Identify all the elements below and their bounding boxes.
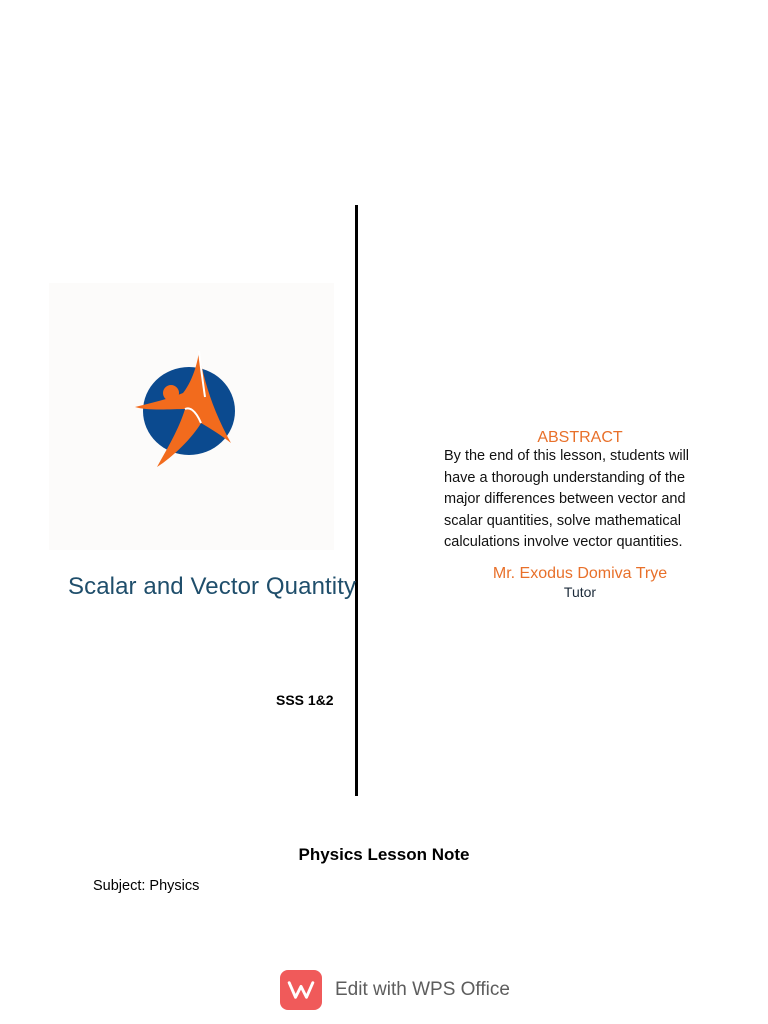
abstract-text: By the end of this lesson, students will have a thorough understanding of the major differences between vector and scalar quantities, solve mathematical calculations involve vector quantities. [444, 448, 690, 550]
edit-with-wps-button[interactable] [280, 969, 510, 1011]
student-figure-logo-icon [133, 349, 239, 475]
author-role: Tutor [563, 584, 597, 600]
wps-office-icon [280, 970, 322, 1010]
logo-panel [49, 283, 334, 550]
vertical-divider [355, 205, 358, 796]
grade-level: SSS 1&2 [276, 692, 334, 708]
author-name: Mr. Exodus Domiva Trye [492, 565, 668, 582]
subject-line: Subject: Physics [93, 878, 200, 894]
lesson-note-title: Physics Lesson Note [298, 845, 470, 864]
document-title: Scalar and Vector Quantity [68, 573, 357, 600]
abstract-heading: ABSTRACT [537, 429, 623, 446]
edit-with-wps-label: Edit with WPS Office [335, 979, 510, 1000]
